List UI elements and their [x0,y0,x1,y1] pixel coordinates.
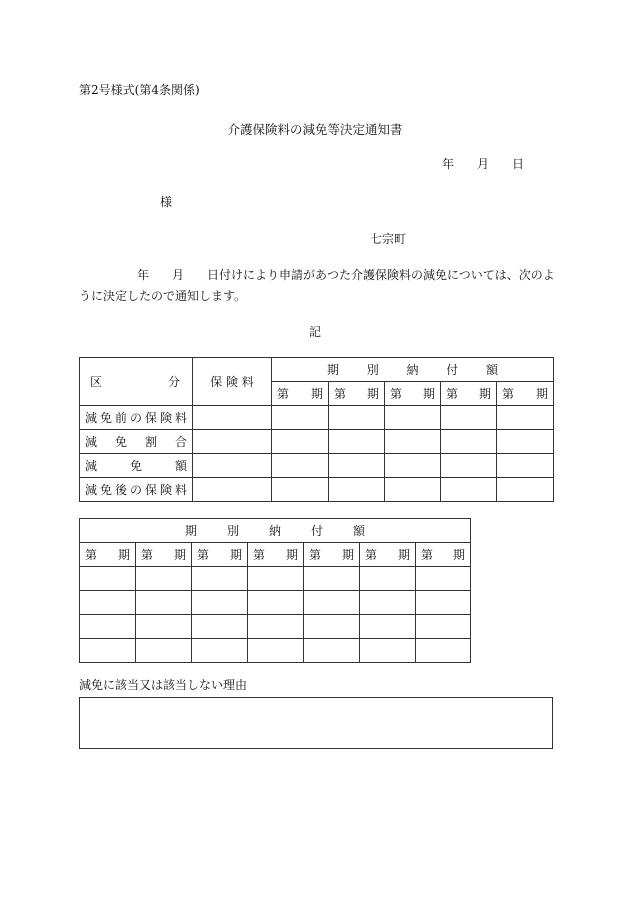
cell [248,567,304,591]
cell [248,615,304,639]
cell [360,567,416,591]
cell [385,454,441,478]
table-row [80,615,471,639]
kubun-header [80,358,193,406]
recipient-suffix: 様 [160,195,173,209]
period-header: 第 期 [329,382,385,406]
cell [136,567,192,591]
cell [497,454,554,478]
cell [497,478,554,502]
cell [136,639,192,663]
period-header: 第 期 [136,543,192,567]
cell [80,567,136,591]
kibetsu-header: 期 別 納 付 額 [272,358,554,382]
period-header: 第 期 [416,543,471,567]
cell [248,639,304,663]
cell [360,615,416,639]
cell [329,454,385,478]
cell [497,406,554,430]
kubun-left: 区 [90,375,103,389]
ki-heading: 記 [308,325,321,339]
table-row [80,406,554,430]
period-header: 第 期 [192,543,248,567]
cell [360,591,416,615]
cell [416,639,471,663]
cell [272,406,329,430]
table-row [80,430,554,454]
table-row [80,567,471,591]
cell [416,615,471,639]
reason-label: 減免に該当又は該当しない理由 [79,678,248,692]
cell [416,567,471,591]
cell [193,478,272,502]
body-line2: うに決定したので通知します。 [79,289,247,303]
cell [192,615,248,639]
cell [80,591,136,615]
cell [385,406,441,430]
cell [272,430,329,454]
kubun-right: 分 [167,375,180,389]
period-header: 第 期 [304,543,360,567]
cell [360,639,416,663]
cell [193,406,272,430]
cell [248,591,304,615]
document-title: 介護保険料の減免等決定通知書 [227,122,403,137]
date-year: 年 [442,157,455,171]
cell [441,478,497,502]
hokenryo-header: 保 険 料 [193,358,272,406]
row-label: 減 免 割 合 [80,430,193,454]
period-header: 第 期 [385,382,441,406]
cell [329,478,385,502]
cell [136,615,192,639]
date-day: 日 [512,157,525,171]
period-payment-table [79,518,471,663]
row-label: 減免後の保険料 [80,478,193,502]
cell [136,591,192,615]
row-label: 減 免 額 [80,454,193,478]
period-header: 第 期 [248,543,304,567]
body-month: 月 [172,268,185,282]
cell [272,454,329,478]
table-row [80,478,554,502]
cell [192,639,248,663]
cell [329,430,385,454]
period-header: 第 期 [360,543,416,567]
table-row [80,639,471,663]
period-header: 第 期 [272,382,329,406]
cell [385,478,441,502]
row-label: 減免前の保険料 [80,406,193,430]
cell [192,591,248,615]
cell [304,591,360,615]
cell [416,591,471,615]
cell [192,567,248,591]
form-number: 第2号様式(第4条関係) [79,83,200,97]
cell [441,406,497,430]
cell [193,430,272,454]
cell [441,430,497,454]
kibetsu-header: 期 別 納 付 額 [80,519,471,543]
body-line1: 日付けにより申請があつた介護保険料の減免については、次のよ [207,268,555,282]
reason-box [79,697,553,749]
cell [304,639,360,663]
cell [385,430,441,454]
cell [80,615,136,639]
period-header: 第 期 [497,382,554,406]
cell [193,454,272,478]
cell [304,615,360,639]
reduction-table [79,357,554,502]
period-header: 第 期 [441,382,497,406]
cell [497,430,554,454]
date-month: 月 [477,157,490,171]
table-row [80,454,554,478]
period-header: 第 期 [80,543,136,567]
cell [80,639,136,663]
cell [304,567,360,591]
issuer-name: 七宗町 [370,232,407,246]
cell [272,478,329,502]
body-year: 年 [137,268,150,282]
cell [329,406,385,430]
table-row [80,591,471,615]
cell [441,454,497,478]
